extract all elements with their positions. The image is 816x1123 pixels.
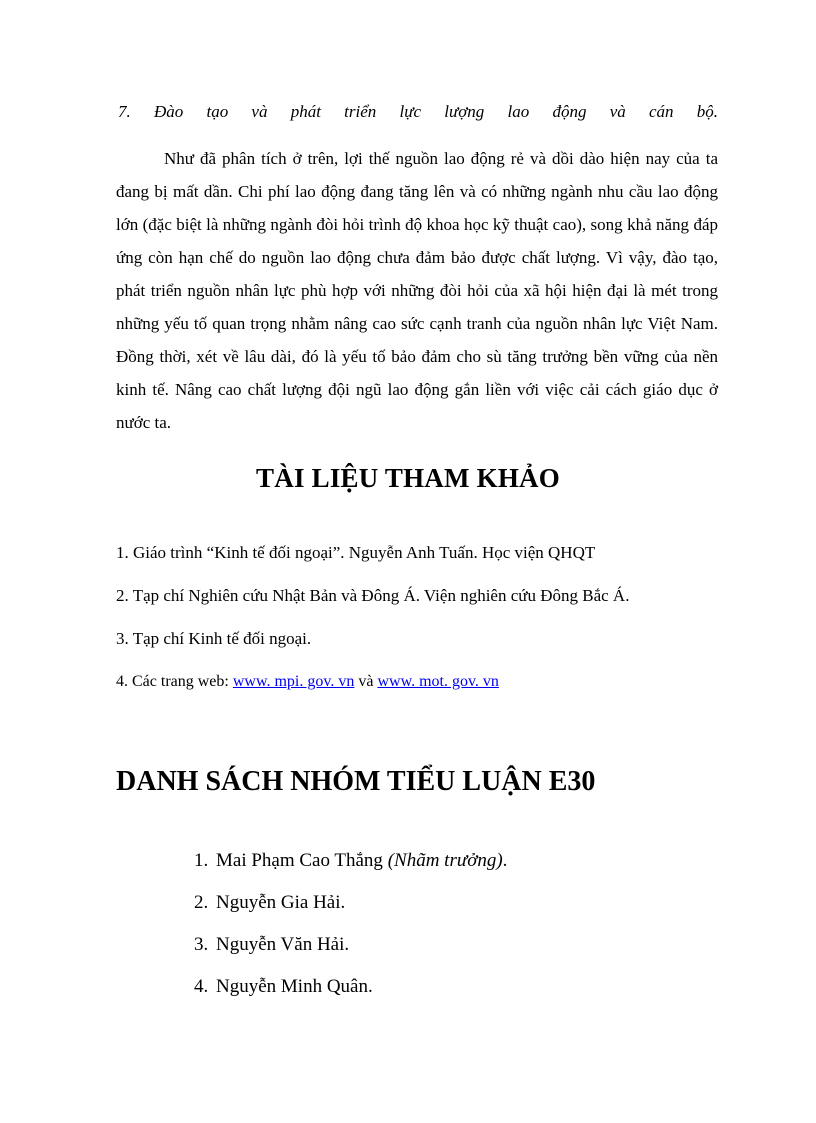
member-name: Nguyễn Gia Hải. [216, 892, 346, 913]
heading-word: lao [507, 102, 530, 121]
heading-word: bộ. [696, 102, 718, 121]
member-number: 2. [194, 892, 209, 913]
mpi-link[interactable]: www. mpi. gov. vn [232, 673, 355, 690]
section-heading [118, 102, 718, 122]
references-title: TÀI LIỆU THAM KHẢO [256, 463, 560, 493]
heading-word: tạo [206, 102, 229, 121]
reference-item: 3. Tạp chí Kinh tế đối ngoại. [116, 629, 312, 648]
member-end: . [502, 850, 508, 871]
heading-word: Đào [153, 102, 184, 121]
mot-link[interactable]: www. mot. gov. vn [377, 673, 499, 690]
member-name: Nguyễn Minh Quân. [216, 976, 373, 997]
reference-item: 1. Giáo trình “Kinh tế đối ngoại”. Nguyễn Anh Tuấn. Học viện QHQT [116, 543, 596, 562]
member-item [194, 930, 507, 972]
member-role: (Nhãm trưởng) [387, 850, 503, 871]
body-paragraph [116, 142, 718, 439]
section-number: 7. [118, 102, 131, 121]
reference-item: 2. Tạp chí Nghiên cứu Nhật Bản và Đông Á. Viện nghiên cứu Đông Bắc Á. [116, 586, 630, 605]
heading-word: phát [290, 102, 321, 121]
heading-word: cán [648, 102, 674, 121]
member-name: Nguyễn Văn Hải. [216, 934, 350, 955]
web-joiner: và [354, 673, 378, 690]
heading-word: lượng [444, 102, 485, 121]
member-number: 4. [194, 976, 209, 997]
body-paragraph-text: Như đã phân tích ở trên, lợi thế nguồn lao động rẻ và dồi dào hiện nay của ta đang bị mất dần. Chi phí lao động đang tăng lên và có những ngành nhu cầu lao động lớn (đặc biệt là những ngành đòi hỏi trình độ khoa học kỹ thuật cao), song khả năng đáp ứng còn hạn chế do nguồn lao động chưa đảm bảo được chất lượng. Vì vậy, đào tạo, phát triển nguồn nhân lực phù hợp với những đòi hỏi của xã hội hiện đại là mét trong những yếu tố quan trọng nhằm nâng cao sức cạnh tranh của nguồn nhân lực Việt Nam. Đồng thời, xét về lâu dài, đó là yếu tố bảo đảm cho sù tăng trưởng bền vững của nền kinh tế. Nâng cao chất lượng đội ngũ lao động gắn liền với việc cải cách giáo dục ở nước ta. [116, 149, 718, 432]
heading-word: và [609, 102, 626, 121]
heading-word: động [552, 102, 587, 121]
member-item [194, 972, 507, 1014]
member-number: 1. [194, 850, 209, 871]
member-list [194, 846, 507, 1014]
references-list [116, 540, 736, 712]
heading-word: triển [344, 102, 377, 121]
heading-word: và [251, 102, 268, 121]
reference-item-web [116, 669, 736, 712]
member-name: Mai Phạm Cao Thắng [216, 850, 388, 871]
heading-word: lực [399, 102, 422, 121]
member-item [194, 846, 507, 888]
web-prefix: 4. Các trang web: [116, 673, 233, 690]
member-item [194, 888, 507, 930]
member-number: 3. [194, 934, 209, 955]
group-title: DANH SÁCH NHÓM TIỂU LUẬN E30 [116, 766, 596, 797]
